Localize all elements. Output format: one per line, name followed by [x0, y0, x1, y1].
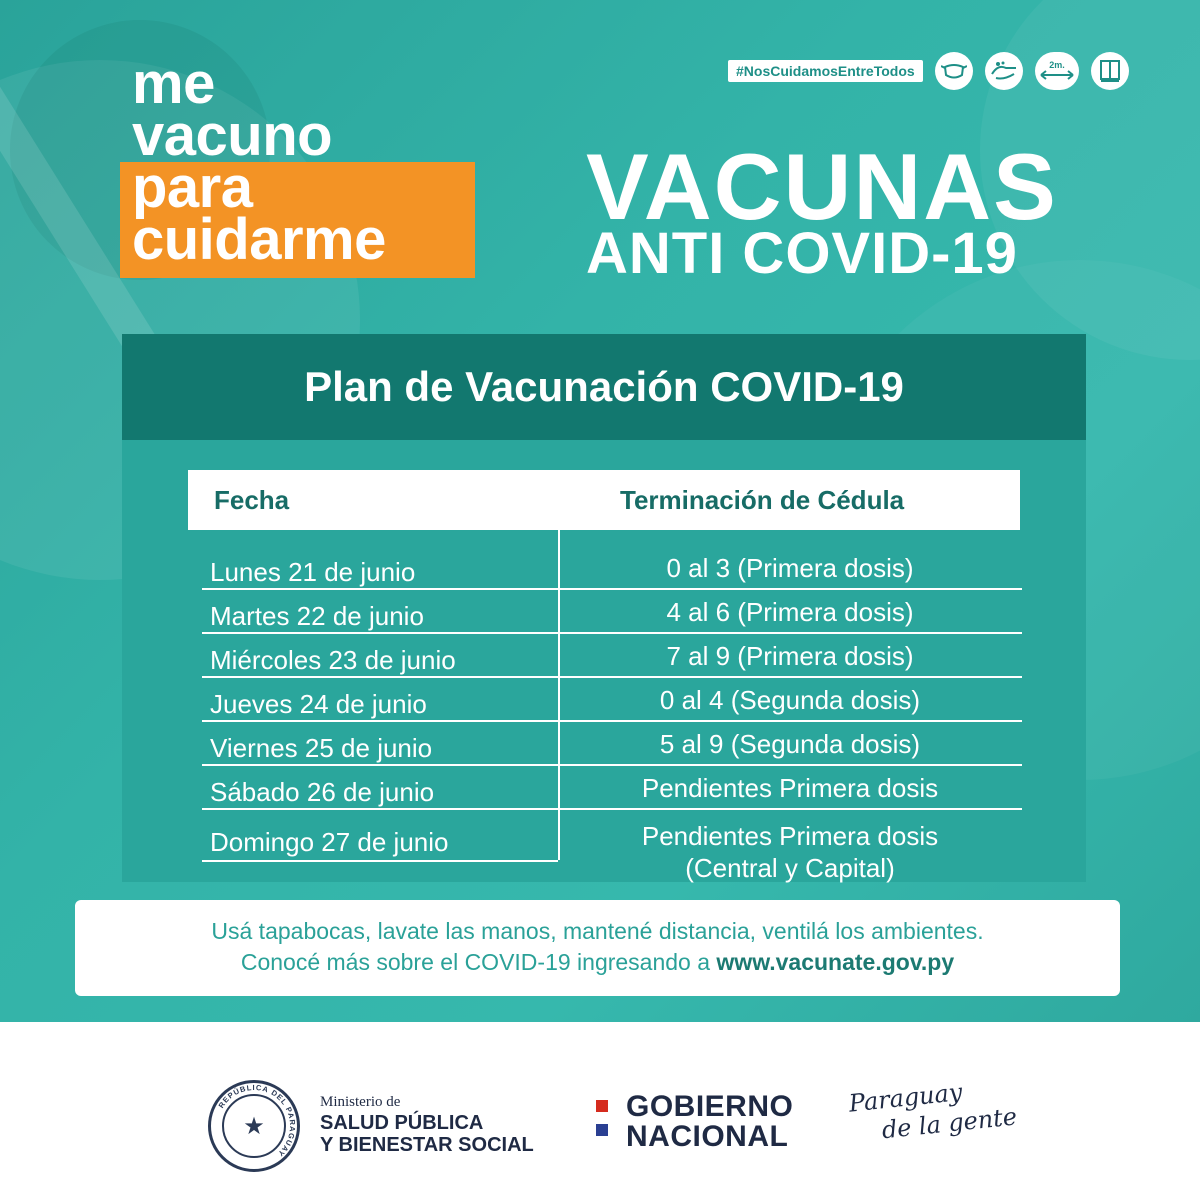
paraguay-de-la-gente-logo [847, 1072, 1018, 1149]
plan-heading: Plan de Vacunación COVID-19 [304, 363, 904, 410]
slogan-line-1: me [132, 51, 215, 116]
row-separator [202, 808, 558, 810]
hashtag: #NosCuidamosEntreTodos [728, 60, 923, 82]
row-id-ending: Pendientes Primera dosis [641, 821, 939, 851]
table-row [0, 722, 1200, 766]
row-date: Miércoles 23 de junio [210, 645, 456, 675]
face-mask-icon [935, 52, 973, 90]
plan-heading-bar [122, 334, 1086, 440]
title-anti-covid: ANTI COVID-19 [586, 221, 1018, 286]
table-row [0, 678, 1200, 722]
column-header-id-ending: Terminación de Cédula [620, 485, 905, 515]
column-header-date: Fecha [214, 485, 290, 515]
row-date: Sábado 26 de junio [210, 777, 435, 807]
flag-icon [596, 1100, 608, 1136]
website-link[interactable]: www.vacunate.gov.py [716, 949, 955, 975]
hashtag-row [728, 52, 1129, 90]
py-line-1: Paraguay [847, 1077, 964, 1118]
star-icon: ★ [222, 1094, 286, 1158]
hand-washing-icon [985, 52, 1023, 90]
row-id-ending-last [560, 820, 1020, 884]
row-date: Lunes 21 de junio [210, 557, 416, 587]
title-vacunas: VACUNAS [586, 134, 1058, 239]
row-date: Martes 22 de junio [210, 601, 424, 631]
table-header [188, 470, 1020, 530]
distance-label: 2m. [1048, 60, 1065, 70]
row-id-ending-note: (Central y Capital) [685, 853, 895, 883]
table-row [0, 546, 1200, 590]
prevention-text: Usá tapabocas, lavate las manos, mantené distancia, ventilá los ambientes. [211, 918, 984, 944]
row-separator [560, 808, 1022, 810]
row-id-ending: 7 al 9 (Primera dosis) [666, 641, 914, 671]
seal-text: REPÚBLICA DEL PARAGUAY [216, 1082, 298, 1159]
ministry-small: Ministerio de [320, 1094, 401, 1110]
slogan-line-4: cuidarme [132, 207, 386, 272]
prevention-message [75, 900, 1120, 996]
row-id-ending: 4 al 6 (Primera dosis) [666, 597, 914, 627]
row-date: Jueves 24 de junio [210, 689, 427, 719]
table-row [0, 766, 1200, 810]
row-id-ending: 5 al 9 (Segunda dosis) [659, 729, 921, 759]
row-date: Viernes 25 de junio [210, 733, 433, 763]
row-separator [202, 860, 558, 862]
svg-text:REPÚBLICA DEL PARAGUAY [217, 1083, 298, 1159]
info-text: Conocé más sobre el COVID-19 ingresando a [240, 949, 711, 975]
table-row [0, 634, 1200, 678]
ministry-name [320, 1112, 534, 1156]
national-seal-logo [208, 1080, 300, 1172]
government-logo [626, 1092, 793, 1152]
gob-line-1: GOBIERNO [626, 1090, 794, 1123]
gob-line-2: NACIONAL [626, 1120, 789, 1153]
row-date: Domingo 27 de junio [210, 827, 449, 857]
footer [0, 1022, 1200, 1200]
slogan-line-3: para [132, 155, 253, 220]
distance-icon [1035, 52, 1079, 90]
window-ventilation-icon [1091, 52, 1129, 90]
row-id-ending: 0 al 4 (Segunda dosis) [659, 685, 921, 715]
row-id-ending: 0 al 3 (Primera dosis) [666, 553, 914, 583]
ministry-line-1: SALUD PÚBLICA [320, 1112, 484, 1134]
row-id-ending: Pendientes Primera dosis [641, 773, 939, 803]
slogan [120, 51, 386, 272]
py-line-2: de la gente [880, 1102, 1019, 1145]
slogan-line-2: vacuno [132, 103, 333, 168]
ministry-line-2: Y BIENESTAR SOCIAL [320, 1134, 534, 1156]
table-row [0, 590, 1200, 634]
